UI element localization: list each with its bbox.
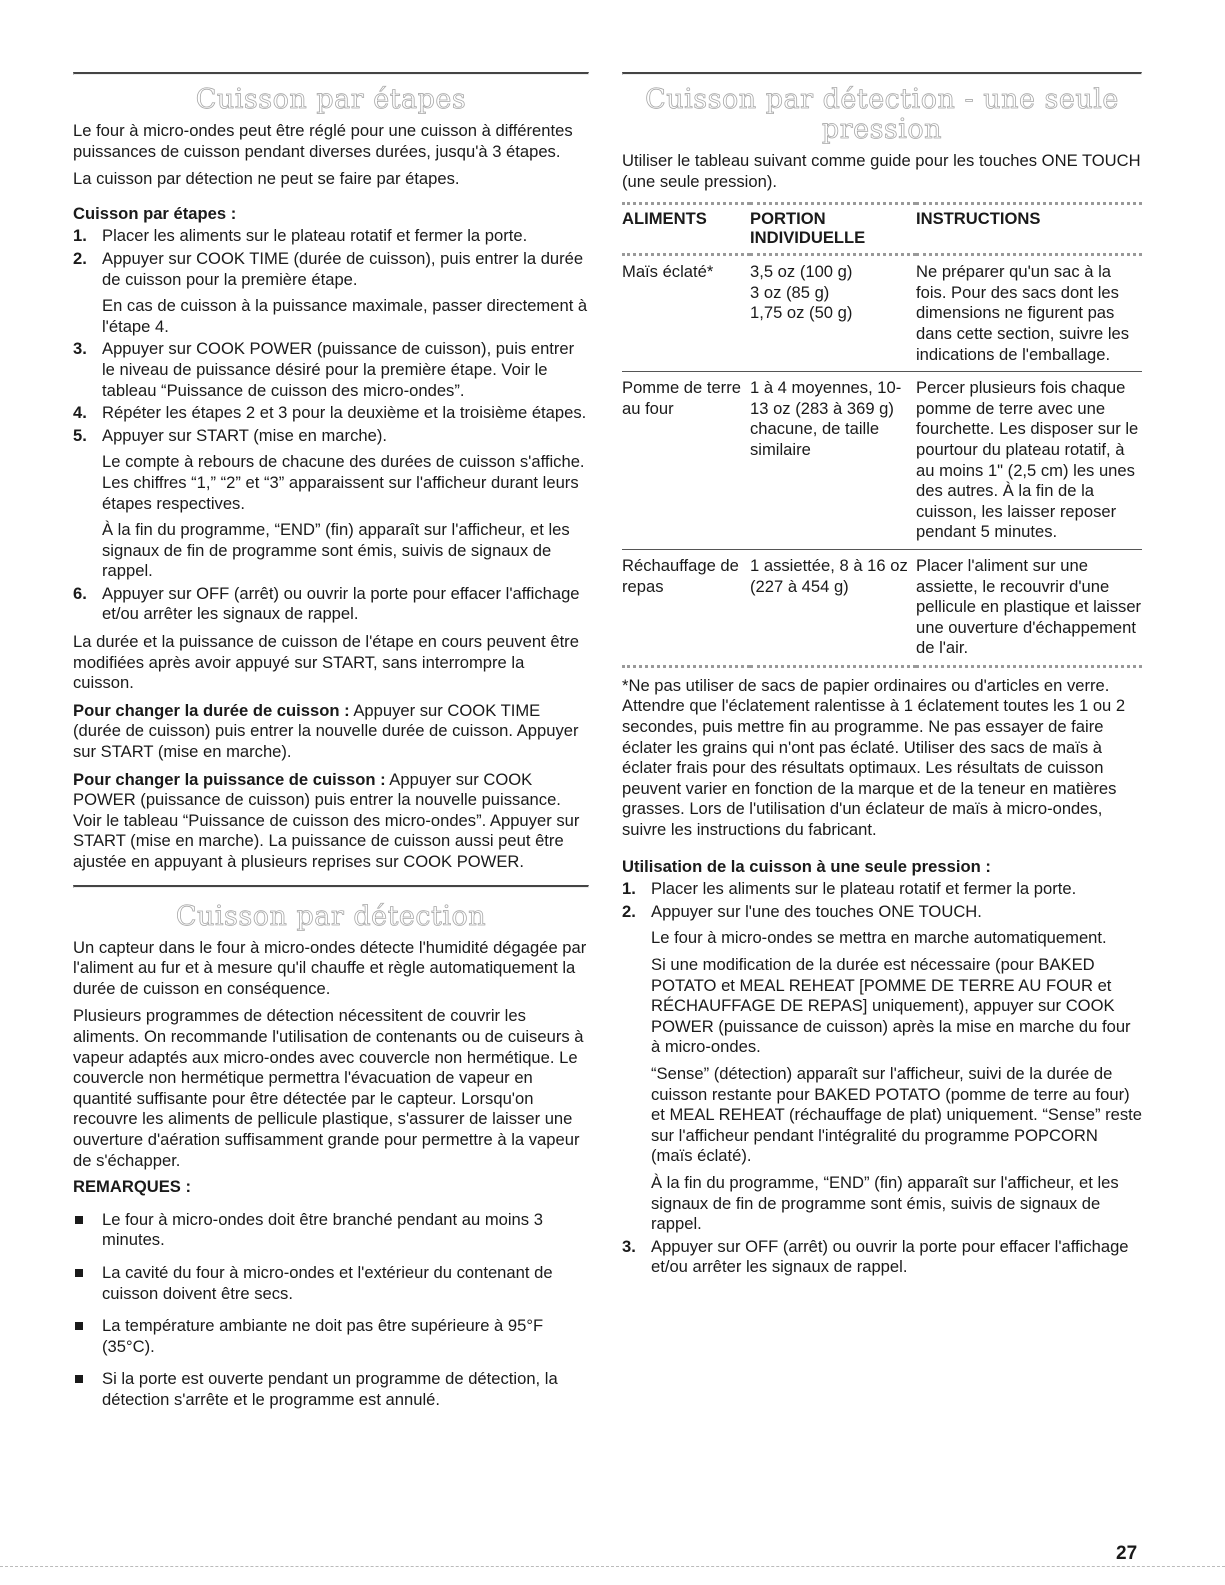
- step-text: Appuyer sur OFF (arrêt) ou ouvrir la porte pour effacer l'affichage et/ou arrêter les signaux de rappel.: [651, 1236, 1129, 1277]
- table-intro: Utiliser le tableau suivant comme guide pour les touches ONE TOUCH (une seule pression).: [622, 151, 1141, 191]
- change-power-paragraph: [73, 770, 589, 873]
- food-cell: Maïs éclaté*: [622, 262, 714, 282]
- step-item: [73, 584, 589, 625]
- table-header-row: [622, 204, 1142, 255]
- step-number: 3.: [73, 339, 87, 359]
- remark-item: [73, 1369, 589, 1410]
- intro-note: La cuisson par détection ne peut se faire par étapes.: [73, 169, 460, 189]
- step-number: 4.: [73, 403, 87, 423]
- instructions-cell: Percer plusieurs fois chaque pomme de terre avec une fourchette. Les disposer sur le pourtour du plateau rotatif, à au moins 1" (2,5 cm) les unes des autres. À la fin de la cuisson, les laisser reposer pendant 5 minutes.: [916, 378, 1139, 542]
- step-continuation: “Sense” (détection) apparaît sur l'afficheur, suivi de la durée de cuisson restante pour BAKED POTATO (pomme de terre au four) et MEAL REHEAT (réchauffage de plat) uniquement. “Sense” reste sur l'afficheur pendant l'intégralité du programme POPCORN (maïs éclaté).: [651, 1063, 1142, 1166]
- step-number: 1.: [73, 226, 87, 246]
- step-item: [622, 879, 1142, 900]
- table-row: [622, 372, 1142, 550]
- change-time-paragraph: [73, 701, 589, 763]
- instructions-cell: Placer l'aliment sur une assiette, le recouvrir d'une pellicule en plastique et laisser une ouverture d'échappement de l'air.: [916, 555, 1142, 658]
- portion-cell: 1 à 4 moyennes, 10-13 oz (283 à 369 g) chacune, de taille similaire: [750, 378, 902, 459]
- section-rule: [73, 885, 589, 888]
- change-power-label: Pour changer la puissance de cuisson :: [73, 769, 386, 789]
- table-footnote: *Ne pas utiliser de sacs de papier ordinaires ou d'articles en verre. Attendre que l'éclatement ralentisse à 1 éclatement toutes les 1 ou 2 secondes, puis mettre fin au programme. Ne pas essayer de faire éclater les grains qui n'ont pas éclaté. Utiliser des sacs de maïs à éclater frais pour des résultats optimaux. Les résultats de cuisson peuvent varier en fonction de la marque et de la teneur en matières grasses. Lors de l'utilisation d'un éclateur de maïs à micro-ondes, suivre les instructions du fabricant.: [622, 675, 1126, 840]
- portion-cell: 1 assiettée, 8 à 16 oz (227 à 454 g): [750, 555, 908, 596]
- section-rule: [622, 72, 1142, 75]
- sensor-paragraph-2: Plusieurs programmes de détection nécessitent de couvrir les aliments. On recommande l'utilisation de contenants ou de cuiseurs à vapeur adaptés aux micro-ondes avec couvercle non hermétique. Le couvercle non hermétique permettra l'évacuation de vapeur en quantité suffisante pour être détectée par le capteur. Lorsqu'on recouvre les aliments de pellicule plastique, s'assurer de laisser une ouverture d'aération suffisamment grande pour permettre à la vapeur de s'échapper.: [73, 1006, 584, 1170]
- remark-item: [73, 1316, 589, 1357]
- section-title-staged-cooking: Cuisson par étapes: [195, 84, 467, 115]
- step-continuation: À la fin du programme, “END” (fin) apparaît sur l'afficheur, et les signaux de fin de programme sont émis, suivis de signaux de rappel.: [102, 520, 570, 581]
- section-title-one-touch: Cuisson par détection - une seule pression: [645, 84, 1119, 145]
- subheading-staged-cooking: Cuisson par étapes :: [73, 203, 237, 223]
- bullet-icon: [75, 1375, 83, 1383]
- subheading-one-touch: Utilisation de la cuisson à une seule pression :: [622, 856, 991, 876]
- one-touch-steps-list: [622, 879, 1142, 1278]
- section-rule: [73, 72, 589, 75]
- remark-text: Si la porte est ouverte pendant un programme de détection, la détection s'arrête et le programme est annulé.: [102, 1369, 558, 1409]
- step-text: Appuyer sur OFF (arrêt) ou ouvrir la porte pour effacer l'affichage et/ou arrêter les signaux de rappel.: [102, 583, 580, 624]
- remark-item: [73, 1210, 589, 1251]
- one-touch-table: [622, 202, 1142, 668]
- remark-item: [73, 1263, 589, 1304]
- step-continuation: Le compte à rebours de chacune des durées de cuisson s'affiche. Les chiffres “1,” “2” et “3” apparaissent sur l'afficheur durant leurs étapes respectives.: [102, 452, 585, 513]
- change-time-text: Appuyer sur COOK TIME (durée de cuisson) puis entrer la nouvelle durée de cuisson. Appuyer sur START (mise en marche).: [73, 700, 579, 762]
- step-number: 2.: [73, 248, 87, 268]
- change-paragraph: La durée et la puissance de cuisson de l'étape en cours peuvent être modifiées après avoir appuyé sur START, sans interrompre la cuisson.: [73, 632, 579, 693]
- step-text: Appuyer sur COOK POWER (puissance de cuisson), puis entrer le niveau de puissance désiré pour la première étape. Voir le tableau “Puissance de cuisson des micro-ondes”.: [102, 339, 575, 400]
- sensor-paragraph-1: Un capteur dans le four à micro-ondes détecte l'humidité dégagée par l'aliment au fur et à mesure qu'il chauffe et règle automatiquement la durée de cuisson en conséquence.: [73, 937, 587, 998]
- food-cell: Pomme de terre au four: [622, 378, 741, 418]
- step-number: 5.: [73, 425, 87, 445]
- step-number: 3.: [622, 1236, 636, 1256]
- step-number: 1.: [622, 879, 636, 899]
- right-column: [622, 72, 1142, 1278]
- bullet-icon: [75, 1216, 83, 1224]
- step-text: Placer les aliments sur le plateau rotatif et fermer la porte.: [651, 879, 1077, 899]
- table-row: [622, 255, 1142, 372]
- bullet-icon: [75, 1269, 83, 1277]
- footer-rule: [0, 1566, 1225, 1567]
- remark-text: La cavité du four à micro-ondes et l'extérieur du contenant de cuisson doivent être secs.: [102, 1262, 553, 1303]
- step-number: 2.: [622, 901, 636, 921]
- step-continuation: En cas de cuisson à la puissance maximale, passer directement à l'étape 4.: [102, 296, 588, 336]
- step-item: [73, 403, 589, 424]
- left-column: [73, 72, 589, 1410]
- change-power-text: Appuyer sur COOK POWER (puissance de cuisson) puis entrer la nouvelle puissance. Voir le tableau “Puissance de cuisson des micro-ondes”. Appuyer sur START (mise en marche). La puissance de cuisson aussi peut être ajustée en appuyant à plusieurs reprises sur COOK POWER.: [73, 769, 580, 871]
- step-continuation: Si une modification de la durée est nécessaire (pour BAKED POTATO et MEAL REHEAT [POMME DE TERRE AU FOUR et RÉCHAUFFAGE DE REPAS] uniquement), appuyer sur COOK POWER (puissance de cuisson) après la mise en marche du four à micro-ondes.: [651, 955, 1131, 1057]
- step-item: [73, 249, 589, 337]
- header-portion: PORTION INDIVIDUELLE: [750, 209, 866, 248]
- header-foods: ALIMENTS: [622, 209, 707, 229]
- staged-steps-list: [73, 226, 589, 625]
- remarks-list: [73, 1210, 589, 1411]
- step-item: [622, 1237, 1142, 1278]
- page-number: 27: [1116, 1543, 1138, 1564]
- bullet-icon: [75, 1322, 83, 1330]
- step-text: Répéter les étapes 2 et 3 pour la deuxième et la troisième étapes.: [102, 403, 587, 423]
- step-text: Appuyer sur COOK TIME (durée de cuisson), puis entrer la durée de cuisson pour la première étape.: [102, 248, 584, 289]
- step-text: Appuyer sur l'une des touches ONE TOUCH.: [651, 901, 982, 921]
- remark-text: La température ambiante ne doit pas être supérieure à 95°F (35°C).: [102, 1316, 544, 1356]
- change-time-label: Pour changer la durée de cuisson :: [73, 700, 350, 720]
- step-continuation: À la fin du programme, “END” (fin) apparaît sur l'afficheur, et les signaux de fin de programme sont émis, suivis de signaux de rappel.: [651, 1172, 1119, 1234]
- step-number: 6.: [73, 583, 87, 603]
- section-title-sensor-cooking: Cuisson par détection: [175, 900, 487, 932]
- remark-text: Le four à micro-ondes doit être branché pendant au moins 3 minutes.: [102, 1209, 543, 1250]
- header-instructions: INSTRUCTIONS: [916, 209, 1041, 229]
- step-text: Appuyer sur START (mise en marche).: [102, 425, 387, 445]
- remarks-heading: REMARQUES :: [73, 1177, 192, 1197]
- food-cell: Réchauffage de repas: [622, 555, 739, 596]
- portion-cell: 3,5 oz (100 g) 3 oz (85 g) 1,75 oz (50 g): [750, 262, 853, 323]
- intro-paragraph: Le four à micro-ondes peut être réglé pour une cuisson à différentes puissances de cuisson pendant diverses durées, jusqu'à 3 étapes.: [73, 121, 573, 161]
- step-text: Placer les aliments sur le plateau rotatif et fermer la porte.: [102, 226, 528, 246]
- step-continuation: Le four à micro-ondes se mettra en marche automatiquement.: [651, 928, 1107, 948]
- step-item: [73, 426, 589, 582]
- table-row: [622, 549, 1142, 666]
- instructions-cell: Ne préparer qu'un sac à la fois. Pour des sacs dont les dimensions ne figurent pas dans cette section, suivre les indications de l'emballage.: [916, 262, 1130, 364]
- step-item: [622, 902, 1142, 1235]
- step-item: [73, 339, 589, 401]
- step-item: [73, 226, 589, 247]
